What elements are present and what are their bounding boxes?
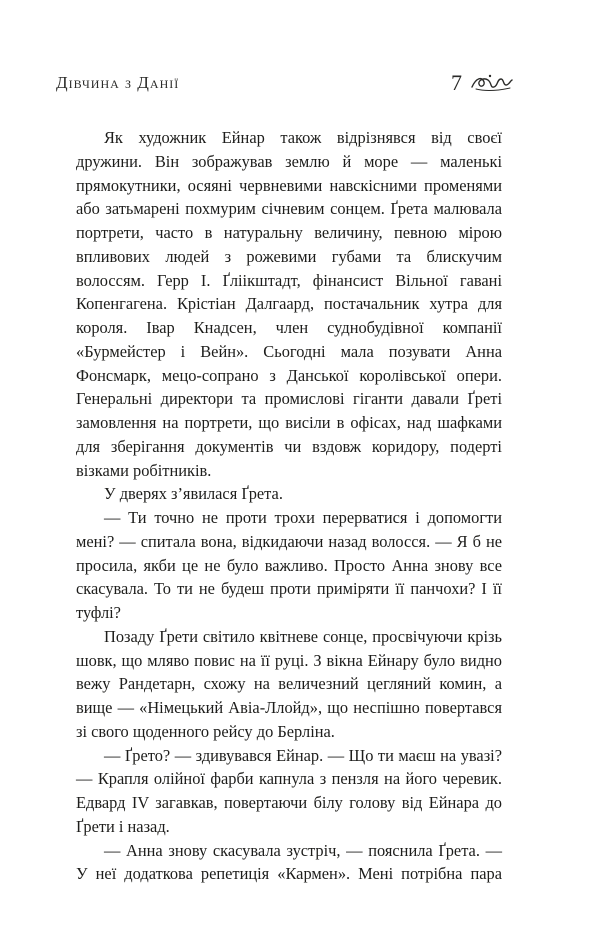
paragraph: — Ти точно не проти трохи перерватися і допомогти мені? — спитала вона, відкидаючи назад волосся. — Я б не просила, якби це не було важливо. Просто Анна знову все скасувала. То ти не будеш проти приміряти її панчохи? І її туфлі? (76, 508, 502, 622)
body-text (76, 126, 502, 886)
paragraph: У дверях з’явилася Ґрета. (104, 484, 283, 504)
page-number-group (451, 70, 514, 96)
running-header (56, 68, 514, 98)
paragraph: — Анна знову скасувала зустріч, — пояснила Ґрета. — У неї додаткова репетиція «Кармен». Мені потрібна пара (76, 840, 502, 884)
page-number: 7 (451, 70, 462, 95)
paragraph: Позаду Ґрети світило квітневе сонце, просвічуючи крізь шовк, що мляво повис на її руці. З вікна Ейнару було видно вежу Рандетарн, схожу на величезний цегляний комин, а вище — «Німецький Авіа-Ллойд», що неспішно повертався зі свого щоденного рейсу до Берліна. (76, 626, 502, 741)
paragraph: Як художник Ейнар також відрізнявся від своєї дружини. Він зображував землю й море — маленькі прямокутники, осяяні червневими навскісними променями або затьмарені похмурим січневим сонцем. Ґрета малювала портрети, часто в натуральну величину, певною мірою впливових людей з рожевими губами та блискучим волоссям. Герр І. Ґліікштадт, фінансист Вільної гавані Копенгагена. Крістіан Далгаард, постачальник хутра для короля. Івар Кнадсен, член суднобудівної компанії «Бурмейстер і Вейн». Сьогодні мала позувати Анна Фонсмарк, мецо-сопрано з Данської королівської опери. Генеральні директори та промислові гіганти давали Ґреті замовлення на портрети, що висіли в офісах, над шафками для зберігання документів чи вздовж коридору, подерті візками робітників. (76, 128, 502, 480)
running-title: Дівчина з Данії (56, 73, 180, 92)
flourish-ornament-icon (470, 72, 514, 94)
paragraph: — Ґрето? — здивувався Ейнар. — Що ти маєш на увазі? — Крапля олійної фарби капнула з пензля на його черевик. Едвард IV загавкав, повертаючи білу голову від Ейнара до Ґрети і назад. (76, 745, 502, 836)
